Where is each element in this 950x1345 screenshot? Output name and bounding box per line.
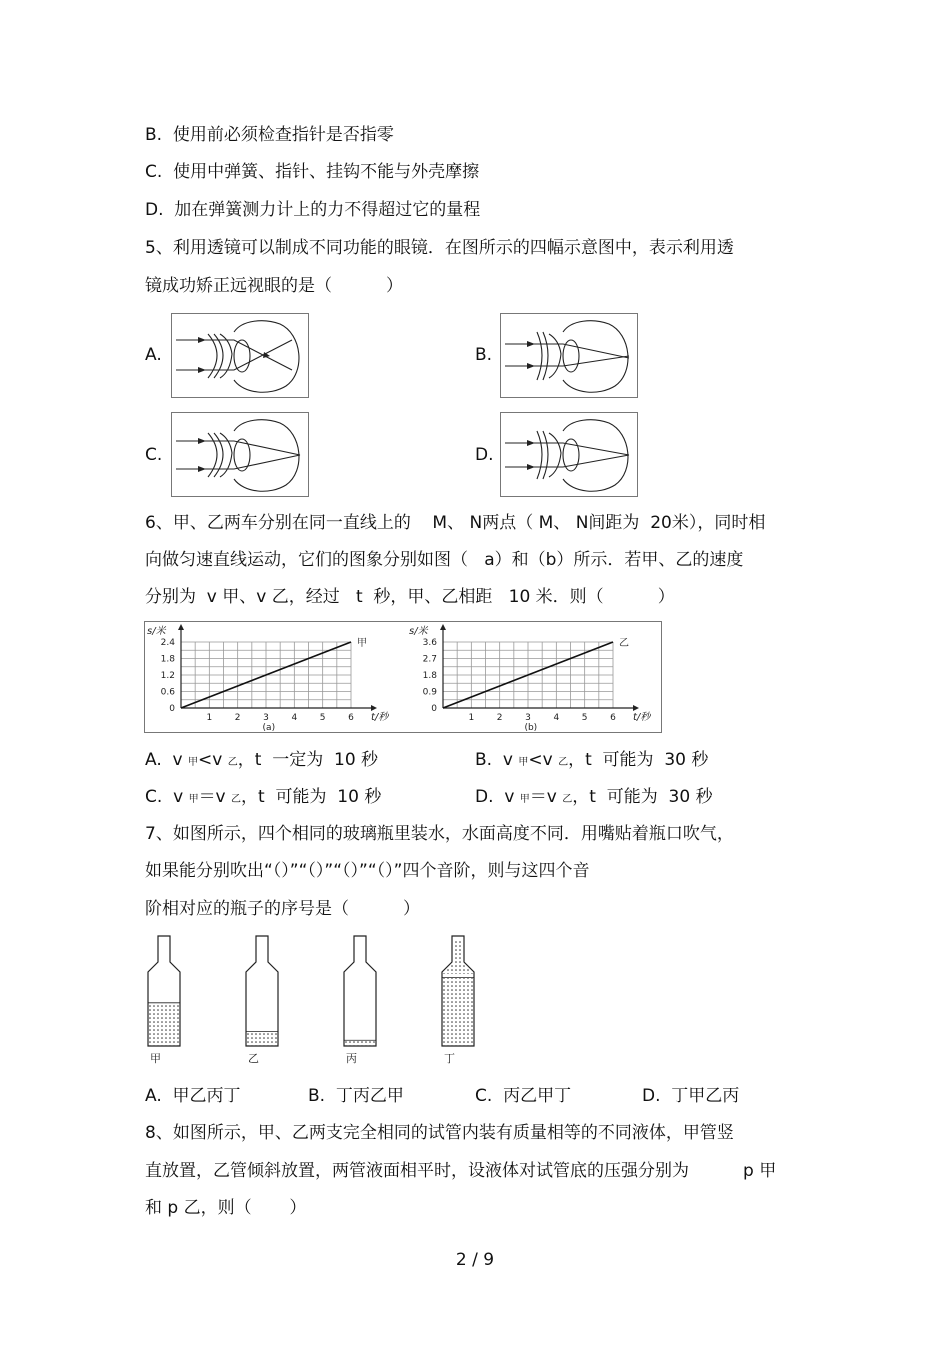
q4-option-b: B. 使用前必须检查指针是否指零 <box>145 125 394 145</box>
eye-diagram-d <box>500 412 638 497</box>
chart-a-x-tick: 4 <box>291 713 298 723</box>
chart-b-series-label: 乙 <box>619 638 629 649</box>
bottle-2 <box>246 936 278 1065</box>
q7-option-b: B. 丁丙乙甲 <box>308 1086 404 1106</box>
bottle-shoulder-water <box>443 962 473 974</box>
s-t-charts <box>144 621 662 733</box>
chart-a-y-tick: 0.6 <box>160 687 175 698</box>
chart-b <box>409 624 652 733</box>
page-number: 2 / 9 <box>455 1250 495 1270</box>
q6-option-b: B. v 甲<v 乙，t 可能为 30 秒 <box>475 750 709 770</box>
chart-b-y-tick: 2.7 <box>422 654 437 665</box>
bottle-3 <box>344 936 376 1065</box>
bottle-water <box>345 1040 375 1046</box>
q5-stem-line1: 5、利用透镜可以制成不同功能的眼镜．在图所示的四幅示意图中，表示利用透 <box>145 238 734 258</box>
chart-b-x-tick: 5 <box>581 713 588 723</box>
bottles-figure <box>140 932 500 1067</box>
chart-b-y-tick: 1.8 <box>422 671 437 681</box>
chart-a-x-arrow <box>371 705 377 711</box>
chart-a-x-tick: 3 <box>263 713 269 723</box>
chart-a-y-arrow <box>178 624 184 630</box>
eye-diagram-a <box>171 313 309 398</box>
chart-a-caption: (a) <box>262 723 276 733</box>
chart-a-y-tick: 1.8 <box>160 654 175 665</box>
bottle-outline <box>246 936 278 1046</box>
q7-option-c: C. 丙乙甲丁 <box>475 1086 572 1106</box>
chart-b-y-tick: 3.6 <box>422 638 437 648</box>
bottle-1 <box>148 936 180 1065</box>
bottle-outline <box>344 936 376 1046</box>
q8-stem-line2: 直放置，乙管倾斜放置，两管液面相平时，设液体对试管底的压强分别为 p 甲 <box>145 1161 777 1181</box>
bottle-water <box>149 1003 179 1046</box>
q4-option-d: D. 加在弹簧测力计上的力不得超过它的量程 <box>145 200 481 220</box>
chart-b-y-tick: 0 <box>431 704 437 714</box>
chart-a-y-tick: 2.4 <box>160 638 175 648</box>
chart-b-caption: (b) <box>524 723 538 733</box>
bottle-4 <box>442 936 474 1065</box>
chart-b-y-label: s/米 <box>409 626 428 637</box>
q6-stem-line1: 6、甲、乙两车分别在同一直线上的 M、 N两点（ M、 N间距为 20米），同时相 <box>145 513 766 533</box>
q7-option-d: D. 丁甲乙丙 <box>642 1086 740 1106</box>
chart-a-x-tick: 6 <box>348 713 354 723</box>
bottle-label: 乙 <box>248 1052 259 1065</box>
chart-a-x-label: t/秒 <box>371 712 389 723</box>
chart-a-y-tick: 0 <box>169 704 175 714</box>
q4-option-c: C. 使用中弹簧、指针、挂钩不能与外壳摩擦 <box>145 162 480 182</box>
chart-b-x-tick: 6 <box>610 713 616 723</box>
q7-stem-line2: 如果能分别吹出“（）”“（）”“（）”“（）”四个音阶，则与这四个音 <box>145 861 590 881</box>
q5-label-d: D. <box>475 445 494 465</box>
bottle-water <box>443 978 473 1046</box>
q6-option-d: D. v 甲＝v 乙，t 可能为 30 秒 <box>475 787 713 807</box>
bottle-water <box>247 1032 277 1046</box>
chart-b-y-tick: 0.9 <box>422 687 437 698</box>
chart-a-x-tick: 5 <box>319 713 326 723</box>
q8-stem-line3: 和 p 乙，则（ ） <box>145 1198 307 1218</box>
q6-stem-line2: 向做匀速直线运动，它们的图象分别如图（ a）和（b）所示．若甲、乙的速度 <box>145 550 744 570</box>
eye-diagram-b <box>500 313 638 398</box>
q6-stem-line3: 分别为 v 甲、v 乙，经过 t 秒，甲、乙相距 10 米．则（ ） <box>145 587 675 607</box>
chart-a <box>147 624 390 733</box>
chart-b-x-label: t/秒 <box>633 712 651 723</box>
q7-stem-line1: 7、如图所示，四个相同的玻璃瓶里装水，水面高度不同．用嘴贴着瓶口吹气， <box>145 824 734 844</box>
q6-option-c: C. v 甲＝v 乙，t 可能为 10 秒 <box>145 787 382 807</box>
chart-b-x-tick: 1 <box>468 713 475 723</box>
chart-a-y-tick: 1.2 <box>160 671 175 681</box>
bottle-label: 丁 <box>444 1052 455 1065</box>
chart-b-x-arrow <box>633 705 639 711</box>
q7-stem-line3: 阶相对应的瓶子的序号是（ ） <box>145 899 421 919</box>
chart-b-x-tick: 4 <box>553 713 560 723</box>
q5-label-a: A. <box>145 345 162 365</box>
chart-a-series-label: 甲 <box>357 638 367 649</box>
chart-b-y-arrow <box>440 624 446 630</box>
chart-a-x-tick: 1 <box>206 713 213 723</box>
q6-option-a: A. v 甲<v 乙，t 一定为 10 秒 <box>145 750 379 770</box>
q8-stem-line1: 8、如图所示，甲、乙两支完全相同的试管内装有质量相等的不同液体，甲管竖 <box>145 1123 734 1143</box>
q5-label-c: C. <box>145 445 163 465</box>
bottle-label: 丙 <box>346 1052 357 1065</box>
chart-b-x-tick: 2 <box>496 713 503 723</box>
eye-diagram-c <box>171 412 309 497</box>
chart-b-x-tick: 3 <box>525 713 531 723</box>
q5-stem-line2: 镜成功矫正远视眼的是（ ） <box>145 276 404 296</box>
bottle-label: 甲 <box>150 1052 161 1065</box>
chart-a-x-tick: 2 <box>234 713 241 723</box>
q7-option-a: A. 甲乙丙丁 <box>145 1086 241 1106</box>
q5-label-b: B. <box>475 345 493 365</box>
bottle-neck-water <box>453 940 463 962</box>
chart-a-y-label: s/米 <box>147 626 166 637</box>
